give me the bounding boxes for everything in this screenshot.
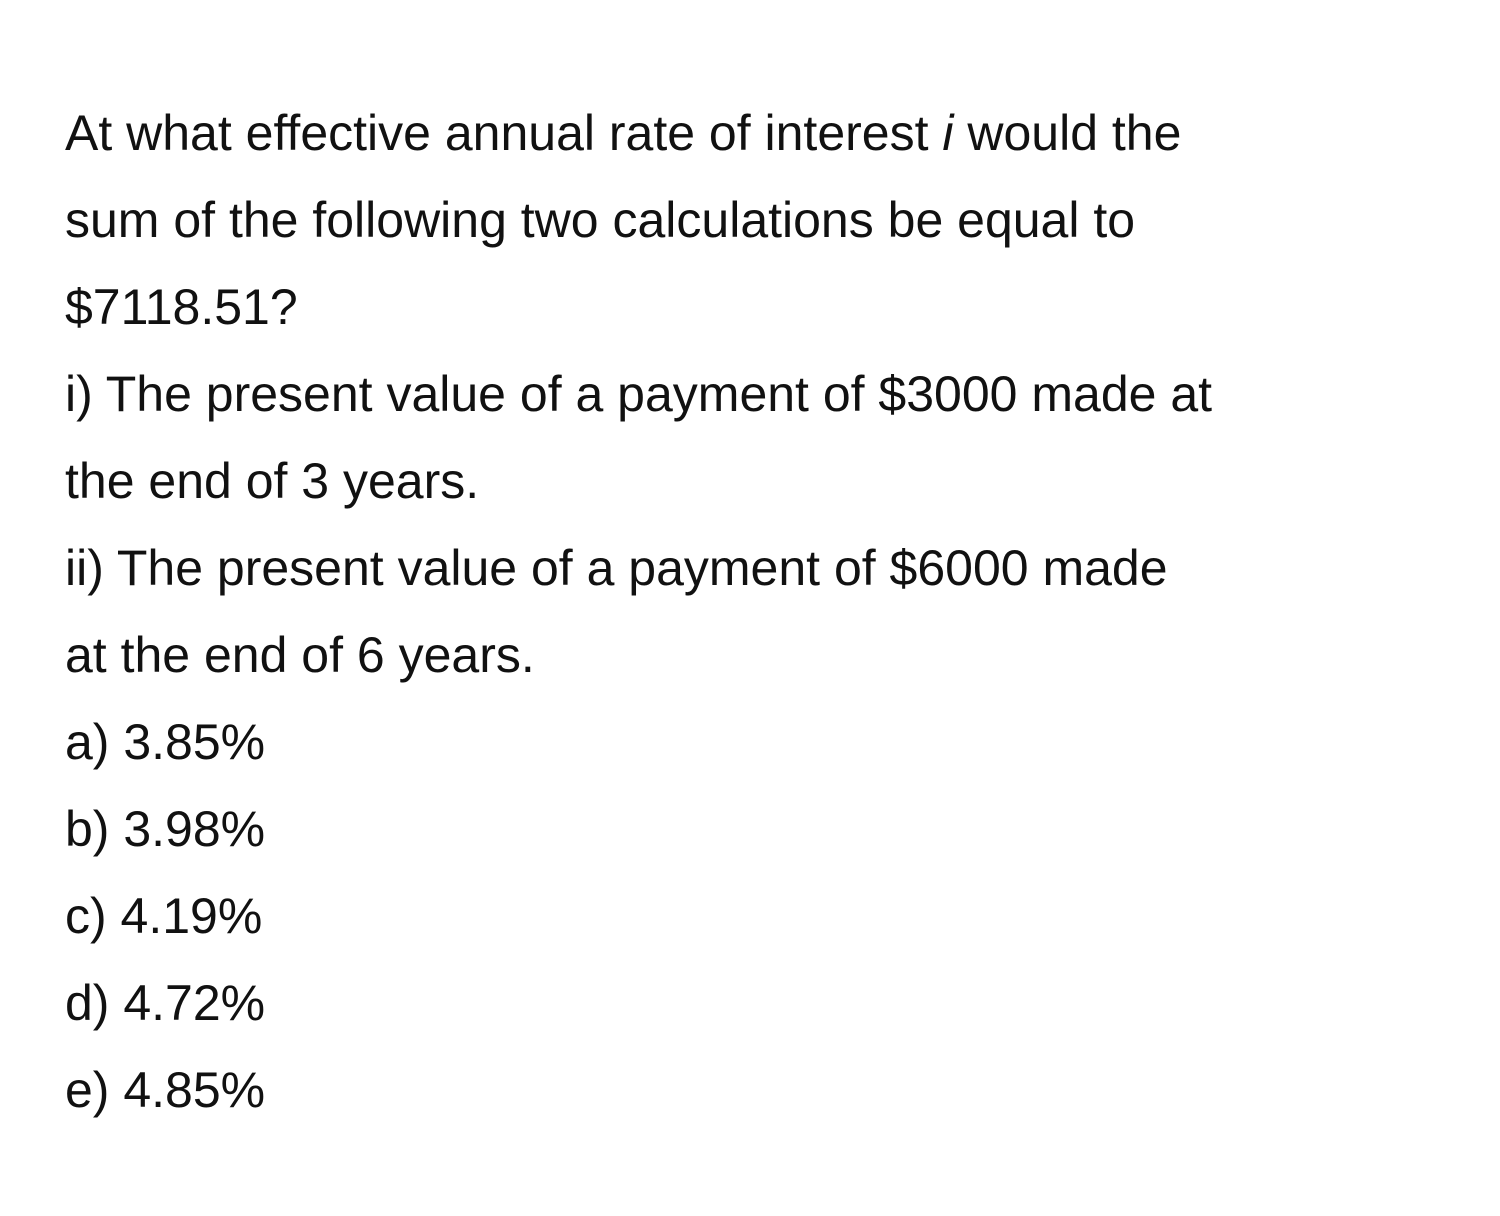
question-document [65,90,1465,1134]
option-d: d) 4.72% [65,975,266,1031]
option-a: a) 3.85% [65,714,266,770]
item-1-line-1: i) The present value of a payment of $3000 made at [65,366,1213,422]
option-e: e) 4.85% [65,1062,266,1118]
question-stem-line-1 [65,90,1465,177]
stem-text-2: would the [953,105,1182,161]
interest-variable: i [942,105,954,161]
question-stem-line-2: sum of the following two calculations be equal to [65,192,1136,248]
item-2-line-1: ii) The present value of a payment of $6000 made [65,540,1168,596]
option-b: b) 3.98% [65,801,266,857]
question-stem-line-3: $7118.51? [65,279,298,335]
option-c: c) 4.19% [65,888,263,944]
stem-text-1: At what effective annual rate of interest [65,105,943,161]
item-1-line-2: the end of 3 years. [65,453,480,509]
item-2-line-2: at the end of 6 years. [65,627,535,683]
